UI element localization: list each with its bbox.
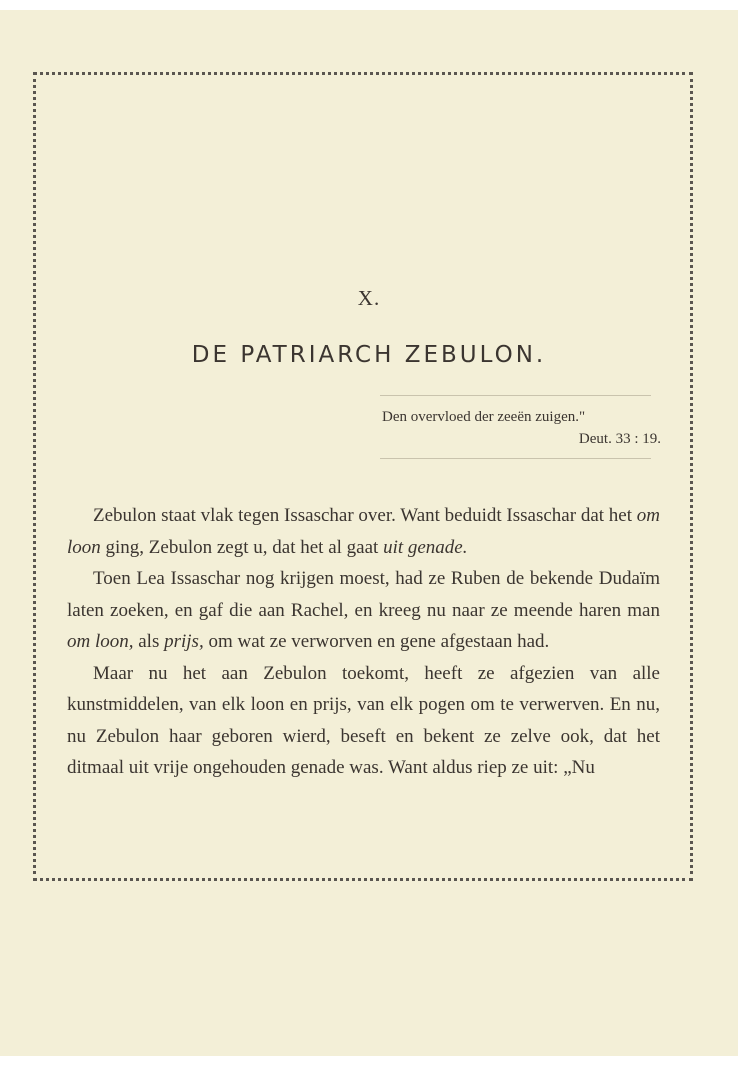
- italic-phrase: prijs,: [164, 631, 204, 652]
- paragraph-text: als: [133, 631, 165, 652]
- book-page: [0, 10, 738, 1056]
- body-text: [67, 500, 660, 784]
- paragraph-text: Zebulon staat vlak tegen Issaschar over. Want beduidt Issaschar dat het: [93, 505, 637, 526]
- paragraph-text: Toen Lea Issaschar nog krijgen moest, had ze Ruben de bekende Dudaïm laten zoeken, en gaf die aan Rachel, en kreeg nu naar ze meende haren man: [67, 568, 660, 621]
- epigraph-quote: Den overvloed der zeeën zuigen.": [382, 409, 586, 425]
- epigraph-bottom-rule: [380, 458, 651, 459]
- chapter-number: X.: [357, 286, 381, 310]
- paragraph-text: Maar nu het aan Zebulon toekomt, heeft ze afgezien van alle kunstmiddelen, van elk loon en prijs, van elk pogen om te verwerven. En nu, nu Zebulon haar geboren wierd, beseft en bekent ze zelve ook, dat het ditmaal uit vrije ongehouden genade was. Want aldus riep ze uit: „Nu: [67, 662, 660, 778]
- epigraph-top-rule: [380, 395, 651, 396]
- paragraph-2: [67, 563, 660, 658]
- paragraph-text: om wat ze verworven en gene afgestaan had.: [203, 631, 550, 652]
- epigraph-reference: Deut. 33 : 19.: [578, 431, 661, 447]
- epigraph: [380, 395, 661, 459]
- paragraph-3: [67, 658, 660, 784]
- italic-phrase: om loon,: [67, 631, 134, 652]
- paragraph-1: [67, 500, 660, 563]
- italic-phrase: om loon: [67, 505, 660, 558]
- italic-phrase: uit genade.: [383, 536, 468, 558]
- paragraph-text: ging, Zebulon zegt u, dat het al gaat: [100, 536, 384, 558]
- chapter-title: DE PATRIARCH ZEBULON.: [191, 342, 547, 368]
